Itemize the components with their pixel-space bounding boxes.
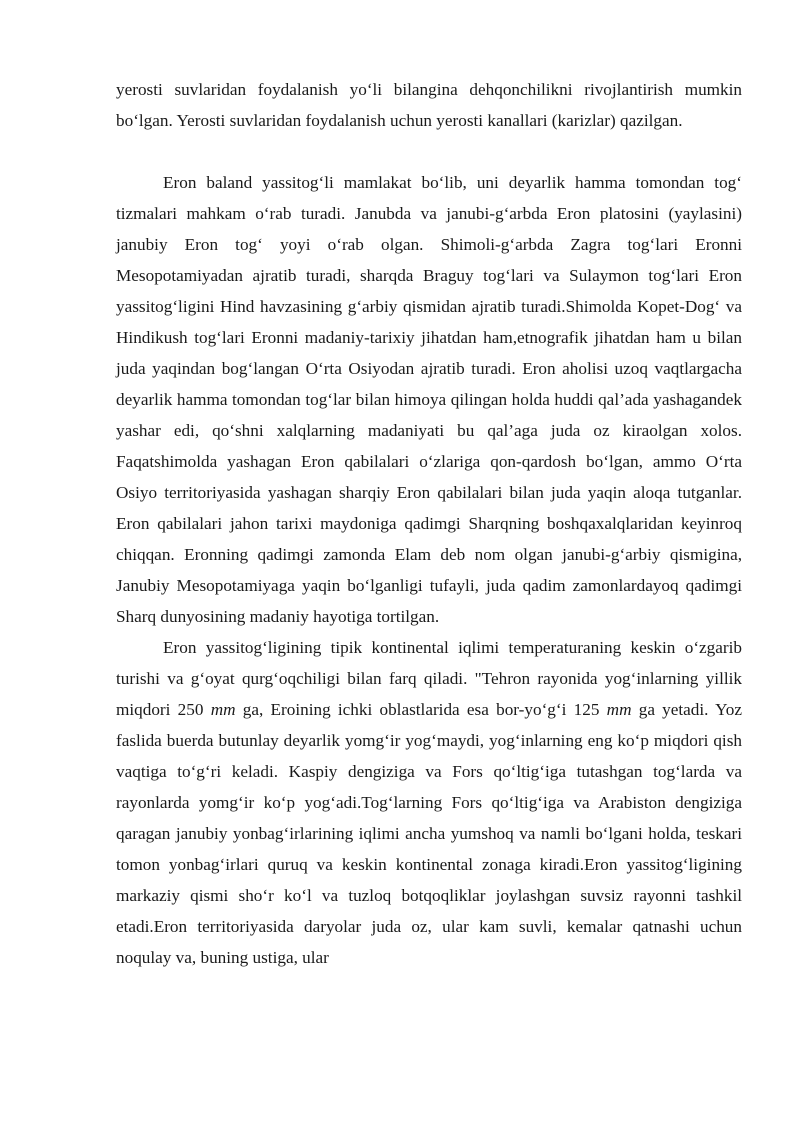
climate-text-part2: ga, Eroining ichki oblastlarida esa bor-yo‘g‘i 125 <box>235 700 607 719</box>
unit-mm: mm <box>606 700 632 719</box>
paragraph-iran-climate <box>116 632 742 973</box>
climate-text-part3: ga yetadi. Yoz faslida buerda butunlay deyarlik yomg‘ir yog‘maydi, yog‘inlarning eng ko‘p miqdori qish vaqtiga to‘g‘ri keladi. Kaspiy dengiziga va Fors qo‘ltig‘iga tutashgan tog‘larda va rayonlarda yomg‘ir ko‘p yog‘adi.Tog‘larning Fors qo‘ltig‘iga va Arabiston dengiziga qaragan janubiy yonbag‘irlarining iqlimi ancha yumshoq va namli bo‘lgani holda, teskari tomon yonbag‘irlari quruq va keskin kontinental zonaga kiradi.Eron yassitog‘ligining markaziy qismi sho‘r ko‘l va tuzloq botqoqliklar joylashgan suvsiz rayonni tashkil etadi.Eron territoriyasida daryolar juda oz, ular kam suvli, kemalar qatnashi uchun noqulay va, buning ustiga, ular <box>116 700 742 967</box>
paragraph-iran-geography: Eron baland yassitog‘li mamlakat bo‘lib, uni deyarlik hamma tomondan tog‘ tizmalari mahkam o‘rab turadi. Janubda va janubi-g‘arbda Eron platosini (yaylasini) janubiy Eron tog‘ yoyi o‘rab olgan. Shimoli-g‘arbda Zagra tog‘lari Eronni Mesopotamiyadan ajratib turadi, sharqda Braguy tog‘lari va Sulaymon tog‘lari Eron yassitog‘ligini Hind havzasining g‘arbiy qismidan ajratib turadi.Shimolda Kopet-Dog‘ va Hindikush tog‘lari Eronni madaniy-tarixiy jihatdan ham,etnografik jihatdan ham u bilan juda yaqindan bog‘langan O‘rta Osiyodan ajratib turadi. Eron aholisi uzoq vaqtlargacha deyarlik hamma tomondan tog‘lar bilan himoya qilingan holda huddi qal’ada yashagandek yashar edi, qo‘shni xalqlarning madaniyati bu qal’aga juda oz kiraolgan xolos. Faqatshimolda yashagan Eron qabilalari o‘zlariga qon-qardosh bo‘lgan, ammo O‘rta Osiyo territoriyasida yashagan sharqiy Eron qabilalari bilan juda yaqin aloqa tutganlar. Eron qabilalari jahon tarixi maydoniga qadimgi Sharqning boshqaxalqlaridan keyinroq chiqqan. Eronning qadimgi zamonda Elam deb nom olgan janubi-g‘arbiy qismigina, Janubiy Mesopotamiyaga yaqin bo‘lganligi tufayli, juda qadim zamonlardayoq qadimgi Sharq dunyosining madaniy hayotiga tortilgan. <box>116 173 742 626</box>
paragraph-gap <box>116 136 742 167</box>
climate-text-part1: Eron yassitog‘ligining tipik kontinental iqlimi temperaturaning keskin o‘zgarib turishi va g‘oyat qurg‘oqchiligi bilan farq qiladi. "Tehron rayonida yog‘inlarning yillik miqdori 250 <box>116 638 742 719</box>
paragraph-continuation: yerosti suvlaridan foydalanish yo‘li bilangina dehqonchilikni rivojlantirish mumkin bo‘lgan. Yerosti suvlaridan foydalanish uchun yerosti kanallari (karizlar) qazilgan. <box>116 80 742 130</box>
unit-mm: mm <box>210 700 236 719</box>
document-page <box>116 74 742 973</box>
